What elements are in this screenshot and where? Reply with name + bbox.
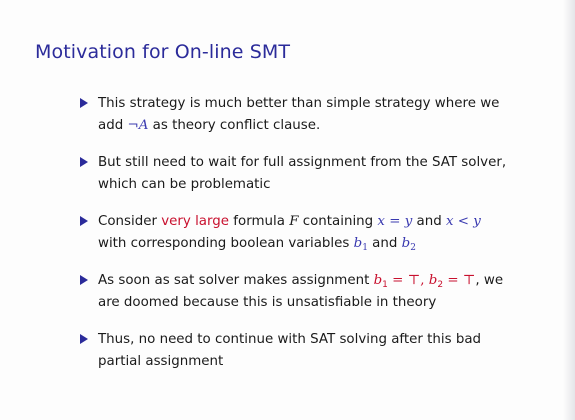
bullet-text: [98, 152, 548, 196]
bullet-text: [98, 211, 548, 255]
bullet-text: [98, 270, 548, 314]
bullet-text: [98, 329, 548, 373]
bullet-line-2: partial assignment: [98, 354, 224, 369]
emphasis-text: very large: [161, 214, 230, 229]
bullet-triangle-icon: [80, 157, 88, 167]
math-negation: ¬: [127, 118, 139, 133]
bullet-line-1: But still need to wait for full assignment from the SAT solver,: [98, 155, 507, 170]
bullet-line-2: which can be problematic: [98, 177, 271, 192]
bullet-line-1: Thus, no need to continue with SAT solving after this bad: [98, 332, 482, 347]
bullet-triangle-icon: [80, 334, 88, 344]
bullet-line-2: are doomed because this is unsatisfiable in theory: [98, 295, 437, 310]
math-b1: $b_1$: [353, 236, 368, 253]
slide-title: Motivation for On-line SMT: [35, 41, 291, 63]
math-variable-a: A: [138, 118, 149, 133]
bullet-line-1: Consider very large formula F containing x = y and x < y: [98, 214, 481, 229]
math-assignment: $b_1$ = ⊤, $b_2$ = ⊤: [373, 273, 476, 290]
bullet-triangle-icon: [80, 275, 88, 285]
edge-shadow: [563, 0, 575, 420]
math-formula-f: F: [289, 214, 299, 229]
math-equality: x = y: [377, 214, 413, 229]
bullet-line-1: This strategy is much better than simple strategy where we: [98, 96, 500, 111]
bullet-line-2: with corresponding boolean variables $b_1$ and $b_2$: [98, 236, 416, 253]
math-b2: $b_2$: [401, 236, 416, 253]
math-less-than: x < y: [446, 214, 481, 229]
bullet-triangle-icon: [80, 98, 88, 108]
bullet-line-2: add ¬A as theory conflict clause.: [98, 118, 321, 133]
bullet-triangle-icon: [80, 216, 88, 226]
bullet-line-1: As soon as sat solver makes assignment $b_1$ = ⊤, $b_2$ = ⊤, we: [98, 273, 504, 290]
bullet-text: [98, 93, 548, 137]
